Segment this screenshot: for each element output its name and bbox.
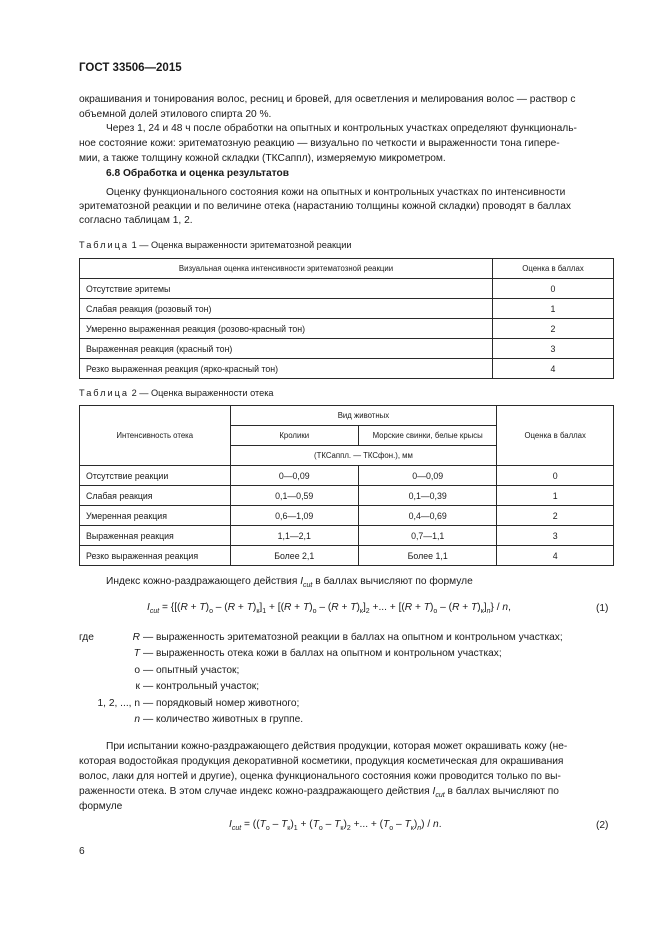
table-cell: Более 1,1 bbox=[358, 546, 496, 566]
document-code: ГОСТ 33506—2015 bbox=[79, 62, 182, 74]
table-2-header-row-1 bbox=[80, 406, 614, 426]
table-2-header-score: Оценка в баллах bbox=[497, 406, 614, 466]
formula-1-number: (1) bbox=[596, 603, 609, 614]
paragraph-4-line-1: При испытании кожно-раздражающего действия продукции, которая может окрашивать кожу (не- bbox=[106, 741, 568, 752]
where-symbol: 1, 2, ..., n bbox=[97, 698, 140, 709]
table-1-header-cell: Оценка в баллах bbox=[493, 259, 614, 279]
table-cell: 3 bbox=[497, 526, 614, 546]
table-cell: 0—0,09 bbox=[358, 466, 496, 486]
paragraph-2-line-2: ное состояние кожи: эритематозную реакцию — визуально по четкости и выраженности тона гипере- bbox=[79, 138, 560, 149]
table-cell: 0 bbox=[497, 466, 614, 486]
table-cell: 1 bbox=[493, 299, 614, 319]
where-text: — опытный участок; bbox=[143, 665, 240, 676]
table-cell: Отсутствие реакции bbox=[80, 466, 231, 486]
paragraph-4-line-3: волос, лаки для ногтей и другие), оценка функционального состояния кожи проводится только по вы- bbox=[79, 771, 561, 782]
table-cell: Отсутствие эритемы bbox=[80, 279, 493, 299]
table-row bbox=[80, 299, 614, 319]
table-cell: 0,4—0,69 bbox=[358, 506, 496, 526]
table-cell: Резко выраженная реакция (ярко-красный тон) bbox=[80, 359, 493, 379]
formula-intro-subscript: cut bbox=[303, 582, 313, 590]
table-2-header-guinea-pigs: Морские свинки, белые крысы bbox=[358, 426, 496, 446]
paragraph-4-line-4: раженности отека. В этом случае индекс кожно-раздражающего действия $I_{cut}$ в баллах вычисляют по bbox=[79, 786, 559, 800]
formula-intro-before: Индекс кожно-раздражающего действия bbox=[106, 576, 298, 587]
paragraph-3-line-1: Оценку функционального состояния кожи на опытных и контрольных участках по интенсивности bbox=[106, 187, 566, 198]
table-cell: 0,1—0,39 bbox=[358, 486, 496, 506]
where-symbol: T bbox=[133, 648, 140, 659]
table-cell: 0,7—1,1 bbox=[358, 526, 496, 546]
where-symbol: о bbox=[134, 665, 140, 676]
table-cell: 2 bbox=[493, 319, 614, 339]
table-2-caption-text: 2 — Оценка выраженности отека bbox=[131, 388, 274, 398]
table-2-caption bbox=[79, 388, 274, 398]
where-text: — контрольный участок; bbox=[143, 681, 260, 692]
table-cell: 0 bbox=[493, 279, 614, 299]
table-1 bbox=[79, 258, 614, 379]
table-2-header-rabbits: Кролики bbox=[230, 426, 358, 446]
table-1-header-row bbox=[80, 259, 614, 279]
table-cell: Более 2,1 bbox=[230, 546, 358, 566]
where-symbol: R bbox=[132, 632, 140, 643]
table-cell: 0—0,09 bbox=[230, 466, 358, 486]
table-cell: 0,1—0,59 bbox=[230, 486, 358, 506]
table-1-header-cell: Визуальная оценка интенсивности эритематозной реакции bbox=[80, 259, 493, 279]
formula-intro-symbol: I bbox=[300, 576, 304, 587]
table-row bbox=[80, 279, 614, 299]
table-row bbox=[80, 359, 614, 379]
table-cell: 1 bbox=[497, 486, 614, 506]
where-text: — количество животных в группе. bbox=[143, 714, 304, 725]
formula-1: $I_{cut} = \{[(R + T)_о - (R + T)_к]_1 + [(R + T)_о - (R + T)_к]_2$ +... + $[(R + T)_о - (R + T)_к]_n\} / n$, bbox=[147, 602, 511, 616]
paragraph-2-line-1: Через 1, 24 и 48 ч после обработки на опытных и контрольных участках определяют функциональ- bbox=[106, 123, 577, 134]
table-cell: Умеренно выраженная реакция (розово-красный тон) bbox=[80, 319, 493, 339]
table-row bbox=[80, 506, 614, 526]
paragraph-4-line-5: формуле bbox=[79, 801, 123, 812]
where-word: где bbox=[79, 632, 94, 643]
table-cell: 1,1—2,1 bbox=[230, 526, 358, 546]
table-row bbox=[80, 466, 614, 486]
where-text: — выраженность эритематозной реакции в баллах на опытном и контрольном участках; bbox=[143, 632, 563, 643]
table-cell: Выраженная реакция (красный тон) bbox=[80, 339, 493, 359]
where-symbol: к bbox=[135, 681, 140, 692]
table-2-caption-word: Таблица bbox=[79, 388, 130, 398]
paragraph-3-line-2: эритематозной реакции и по величине отека (нарастанию толщины кожной складки) проводят в баллах bbox=[79, 201, 572, 212]
paragraph-2-line-3: мии, а также толщину кожной складки (ТКСаппл), измеряемую микрометром. bbox=[79, 153, 446, 164]
table-cell: 4 bbox=[497, 546, 614, 566]
table-cell: Выраженная реакция bbox=[80, 526, 231, 546]
table-2-header-intensity: Интенсивность отека bbox=[80, 406, 231, 466]
where-text: — порядковый номер животного; bbox=[143, 698, 300, 709]
table-row bbox=[80, 526, 614, 546]
formula-2-number: (2) bbox=[596, 820, 609, 831]
table-cell: 4 bbox=[493, 359, 614, 379]
table-cell: Слабая реакция (розовый тон) bbox=[80, 299, 493, 319]
page-number: 6 bbox=[79, 846, 85, 857]
table-1-caption bbox=[79, 240, 352, 250]
formula-2: $I_{cut} = ((T_о - T_к)_1 + (T_о - T_к)_2$ +... + $(T_о - T_к)_n$) / n. bbox=[229, 819, 442, 833]
table-row bbox=[80, 546, 614, 566]
section-title: 6.8 Обработка и оценка результатов bbox=[106, 168, 289, 179]
table-2 bbox=[79, 405, 614, 566]
table-cell: Резко выраженная реакция bbox=[80, 546, 231, 566]
table-cell: 0,6—1,09 bbox=[230, 506, 358, 526]
table-cell: 3 bbox=[493, 339, 614, 359]
table-cell: Умеренная реакция bbox=[80, 506, 231, 526]
table-cell: Слабая реакция bbox=[80, 486, 231, 506]
table-row bbox=[80, 319, 614, 339]
table-1-caption-text: 1 — Оценка выраженности эритематозной реакции bbox=[131, 240, 352, 250]
paragraph-1: окрашивания и тонирования волос, ресниц и бровей, для осветления и мелирования волос — раствор с объемной долей этилового спирта 20 %. bbox=[79, 94, 576, 120]
table-2-header-units: (ТКСаппл. — ТКСфон.), мм bbox=[230, 446, 497, 466]
table-1-caption-word: Таблица bbox=[79, 240, 130, 250]
table-cell: 2 bbox=[497, 506, 614, 526]
table-row bbox=[80, 339, 614, 359]
where-text: — выраженность отека кожи в баллах на опытном и контрольном участках; bbox=[143, 648, 502, 659]
table-row bbox=[80, 486, 614, 506]
formula-intro bbox=[106, 575, 473, 594]
where-symbol: n bbox=[134, 714, 140, 725]
table-2-header-animals: Вид животных bbox=[230, 406, 497, 426]
formula-intro-after: в баллах вычисляют по формуле bbox=[315, 576, 473, 587]
paragraph-4-line-2: которая водостойкая продукция декоративной косметики, продукция косметическая для окрашивания bbox=[79, 756, 564, 767]
paragraph-3-line-3: согласно таблицам 1, 2. bbox=[79, 215, 193, 226]
